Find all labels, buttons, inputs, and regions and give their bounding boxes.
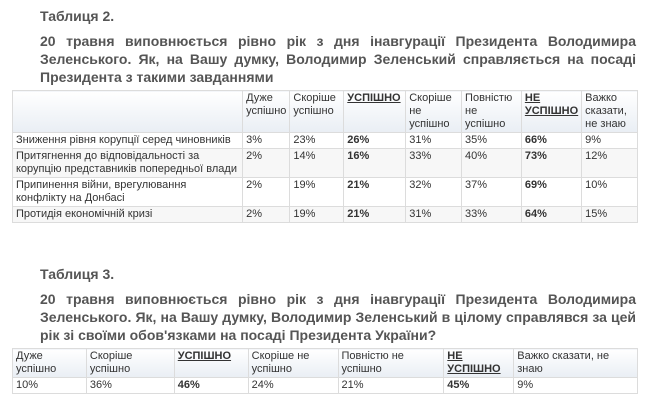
cell: 32%	[406, 178, 462, 207]
cell: 23%	[290, 133, 344, 149]
cell: 9%	[582, 133, 638, 149]
cell: 2%	[243, 178, 290, 207]
cell: 73%	[521, 149, 581, 178]
cell: 33%	[406, 149, 462, 178]
table-2-header-cell: Дуже успішно	[243, 91, 290, 133]
table-3-caption: Таблиця 3.	[40, 266, 115, 282]
table-row	[13, 378, 638, 394]
table-3	[12, 348, 638, 394]
table-3-header-cell: Дуже успішно	[13, 349, 87, 378]
cell: 26%	[344, 133, 406, 149]
table-3-header-cell: Скоріше успішно	[86, 349, 174, 378]
cell: 40%	[462, 149, 522, 178]
table-3-header-cell: НЕ УСПІШНО	[444, 349, 514, 378]
cell: 24%	[248, 378, 338, 394]
table-3-header-cell: Повністю не успішно	[338, 349, 444, 378]
table-2-header-cell: Скоріше успішно	[290, 91, 344, 133]
table-2-caption: Таблиця 2.	[40, 8, 115, 24]
cell: 31%	[406, 133, 462, 149]
cell: 10%	[582, 178, 638, 207]
table-2-header-cell: НЕ УСПІШНО	[521, 91, 581, 133]
table-2-question: 20 травня виповнюється рівно рік з дня інавгурації Президента Володимира Зеленського. Як, на Вашу думку, Володимир Зеленський справляється на посаді Президента з такими завданнями	[40, 33, 636, 85]
cell: 14%	[290, 149, 344, 178]
row-label: Припинення війни, врегулювання конфлікту на Донбасі	[13, 178, 243, 207]
table-row	[13, 178, 638, 207]
table-3-header-cell: УСПІШНО	[174, 349, 248, 378]
cell: 12%	[582, 149, 638, 178]
cell: 21%	[344, 178, 406, 207]
table-2-header-cell: Скоріше не успішно	[406, 91, 462, 133]
cell: 9%	[514, 378, 638, 394]
table-2-header-cell: УСПІШНО	[344, 91, 406, 133]
cell: 66%	[521, 133, 581, 149]
table-2-header-cell	[13, 91, 243, 133]
table-row	[13, 149, 638, 178]
cell: 19%	[290, 178, 344, 207]
cell: 16%	[344, 149, 406, 178]
cell: 19%	[290, 207, 344, 223]
table-3-header-cell: Важко сказати, не знаю	[514, 349, 638, 378]
row-label: Протидія економічній кризі	[13, 207, 243, 223]
cell: 64%	[521, 207, 581, 223]
cell: 21%	[344, 207, 406, 223]
cell: 36%	[86, 378, 174, 394]
cell: 33%	[462, 207, 522, 223]
table-3-header-cell: Скоріше не успішно	[248, 349, 338, 378]
cell: 35%	[462, 133, 522, 149]
row-label: Притягнення до відповідальності за корупцію представників попередньої влади	[13, 149, 243, 178]
cell: 15%	[582, 207, 638, 223]
cell: 69%	[521, 178, 581, 207]
cell: 37%	[462, 178, 522, 207]
cell: 10%	[13, 378, 87, 394]
cell: 2%	[243, 207, 290, 223]
table-row	[13, 207, 638, 223]
table-row	[13, 133, 638, 149]
row-label: Зниження рівня корупції серед чиновників	[13, 133, 243, 149]
table-2-header-cell: Важко сказати, не знаю	[582, 91, 638, 133]
cell: 3%	[243, 133, 290, 149]
cell: 45%	[444, 378, 514, 394]
cell: 21%	[338, 378, 444, 394]
table-2-header-cell: Повністю не успішно	[462, 91, 522, 133]
cell: 46%	[174, 378, 248, 394]
table-2-header-row	[13, 91, 638, 133]
table-3-question: 20 травня виповнюється рівно рік з дня інавгурації Президента Володимира Зеленського. Як, на Вашу думку, Володимир Зеленський в цілому справлявся за цей рік зі своїми обов'язками на посаді Президента України?	[40, 291, 636, 343]
cell: 2%	[243, 149, 290, 178]
table-3-header-row	[13, 349, 638, 378]
cell: 31%	[406, 207, 462, 223]
table-2	[12, 90, 638, 223]
